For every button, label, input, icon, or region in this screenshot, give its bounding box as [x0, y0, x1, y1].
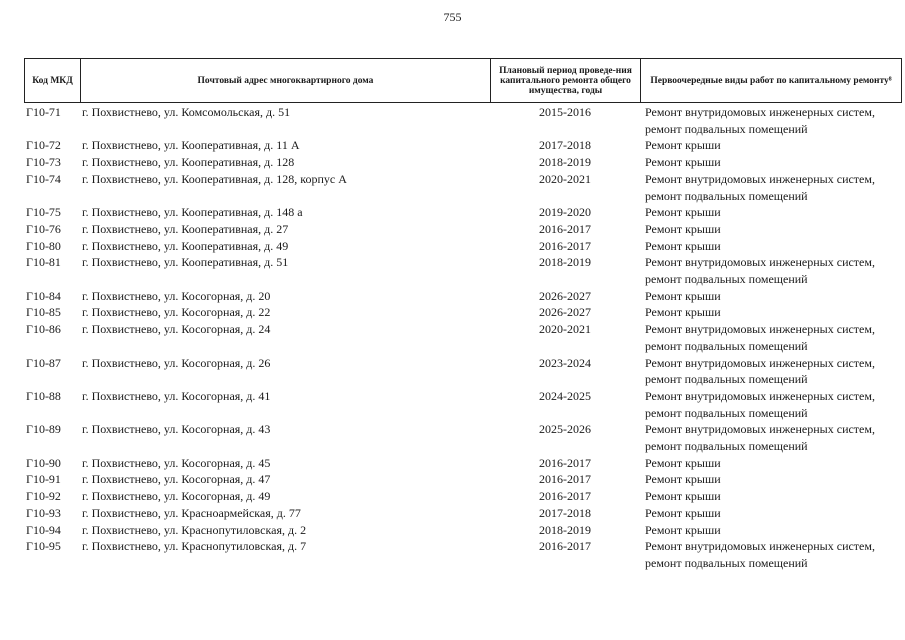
row-code: Г10-76: [26, 221, 61, 236]
row-works: [640, 104, 902, 137]
row-works: [640, 238, 902, 255]
row-period: 2018-2019: [539, 155, 591, 170]
table-body: [24, 104, 902, 572]
table-row: [24, 238, 902, 255]
row-address: г. Похвистнево, ул. Краснопутиловская, д. 2: [82, 522, 307, 537]
row-works-line: Ремонт крыши: [645, 505, 721, 520]
row-code: Г10-73: [26, 155, 61, 170]
row-period: 2016-2017: [539, 472, 591, 487]
table-row: [24, 254, 902, 287]
row-works-line: Ремонт крыши: [645, 221, 721, 236]
row-code: Г10-86: [26, 322, 61, 337]
row-works-line: Ремонт внутридомовых инженерных систем,: [645, 322, 875, 337]
row-works: [640, 388, 902, 421]
table-row: [24, 221, 902, 238]
row-code: Г10-87: [26, 355, 61, 370]
row-works: [640, 421, 902, 454]
row-works: [640, 154, 902, 171]
row-works: [640, 137, 902, 154]
row-period: 2026-2027: [539, 288, 591, 303]
table-row: [24, 538, 902, 571]
table-row: [24, 522, 902, 539]
row-works-line: ремонт подвальных помещений: [645, 121, 808, 136]
row-works-line: Ремонт крыши: [645, 288, 721, 303]
row-period: 2023-2024: [539, 355, 591, 370]
row-code: Г10-71: [26, 105, 61, 119]
row-address: г. Похвистнево, ул. Комсомольская, д. 51: [82, 105, 291, 119]
row-period: 2025-2026: [539, 422, 591, 437]
row-works: [640, 488, 902, 505]
row-period: 2018-2019: [539, 522, 591, 537]
row-code: Г10-84: [26, 288, 61, 303]
row-works-line: ремонт подвальных помещений: [645, 372, 808, 387]
row-address: г. Похвистнево, ул. Косогорная, д. 43: [82, 422, 271, 437]
row-code: Г10-93: [26, 505, 61, 520]
row-period: 2016-2017: [539, 455, 591, 470]
table-row: [24, 304, 902, 321]
table-row: [24, 455, 902, 472]
row-code: Г10-90: [26, 455, 61, 470]
row-address: г. Похвистнево, ул. Косогорная, д. 49: [82, 489, 271, 504]
row-works-line: Ремонт внутридомовых инженерных систем,: [645, 539, 875, 554]
row-period: 2024-2025: [539, 388, 591, 403]
row-works-line: Ремонт крыши: [645, 138, 721, 153]
row-works-line: Ремонт крыши: [645, 238, 721, 253]
row-works-line: ремонт подвальных помещений: [645, 338, 808, 353]
row-address: г. Похвистнево, ул. Кооперативная, д. 49: [82, 238, 289, 253]
row-code: Г10-72: [26, 138, 61, 153]
table-row: [24, 321, 902, 354]
row-works-line: Ремонт крыши: [645, 305, 721, 320]
row-period: 2018-2019: [539, 255, 591, 270]
row-works-line: ремонт подвальных помещений: [645, 188, 808, 203]
row-works: [640, 171, 902, 204]
header-address: Почтовый адрес многоквартирного дома: [80, 59, 490, 102]
row-period: 2016-2017: [539, 489, 591, 504]
row-address: г. Похвистнево, ул. Косогорная, д. 24: [82, 322, 271, 337]
row-address: г. Похвистнево, ул. Косогорная, д. 26: [82, 355, 271, 370]
row-works: [640, 204, 902, 221]
row-address: г. Похвистнево, ул. Косогорная, д. 45: [82, 455, 271, 470]
row-works-line: Ремонт внутридомовых инженерных систем,: [645, 105, 875, 119]
row-works: [640, 505, 902, 522]
row-code: Г10-95: [26, 539, 61, 554]
row-address: г. Похвистнево, ул. Кооперативная, д. 128: [82, 155, 295, 170]
row-code: Г10-85: [26, 305, 61, 320]
row-code: Г10-74: [26, 171, 61, 186]
row-address: г. Похвистнево, ул. Кооперативная, д. 27: [82, 221, 289, 236]
row-works-line: Ремонт внутридомовых инженерных систем,: [645, 388, 875, 403]
row-code: Г10-89: [26, 422, 61, 437]
row-code: Г10-92: [26, 489, 61, 504]
row-code: Г10-81: [26, 255, 61, 270]
table-row: [24, 288, 902, 305]
row-works-line: Ремонт крыши: [645, 205, 721, 220]
row-period: 2015-2016: [539, 105, 591, 119]
row-works: [640, 254, 902, 287]
row-address: г. Похвистнево, ул. Косогорная, д. 22: [82, 305, 271, 320]
row-period: 2016-2017: [539, 238, 591, 253]
row-code: Г10-91: [26, 472, 61, 487]
row-code: Г10-75: [26, 205, 61, 220]
row-period: 2017-2018: [539, 138, 591, 153]
table-row: [24, 204, 902, 221]
row-works-line: Ремонт крыши: [645, 522, 721, 537]
row-period: 2020-2021: [539, 322, 591, 337]
row-address: г. Похвистнево, ул. Кооперативная, д. 128, корпус А: [82, 171, 347, 186]
row-works-line: Ремонт внутридомовых инженерных систем,: [645, 171, 875, 186]
row-code: Г10-80: [26, 238, 61, 253]
table-row: [24, 421, 902, 454]
header-works: Первоочередные виды работ по капитальному ремонту⁸: [640, 59, 902, 102]
row-works: [640, 538, 902, 571]
row-period: 2017-2018: [539, 505, 591, 520]
row-period: 2019-2020: [539, 205, 591, 220]
table-row: [24, 388, 902, 421]
row-address: г. Похвистнево, ул. Краснопутиловская, д. 7: [82, 539, 307, 554]
row-works-line: Ремонт внутридомовых инженерных систем,: [645, 355, 875, 370]
row-works-line: Ремонт крыши: [645, 489, 721, 504]
row-period: 2026-2027: [539, 305, 591, 320]
row-address: г. Похвистнево, ул. Красноармейская, д. 77: [82, 505, 301, 520]
row-works-line: Ремонт крыши: [645, 455, 721, 470]
table-row: [24, 355, 902, 388]
row-works: [640, 455, 902, 472]
row-address: г. Похвистнево, ул. Косогорная, д. 41: [82, 388, 271, 403]
row-address: г. Похвистнево, ул. Косогорная, д. 20: [82, 288, 271, 303]
row-works-line: Ремонт крыши: [645, 155, 721, 170]
row-code: Г10-88: [26, 388, 61, 403]
row-works: [640, 288, 902, 305]
table-row: [24, 471, 902, 488]
page-number: 755: [443, 10, 462, 24]
table-row: [24, 171, 902, 204]
row-code: Г10-94: [26, 522, 61, 537]
table-row: [24, 137, 902, 154]
row-works-line: Ремонт внутридомовых инженерных систем,: [645, 255, 875, 270]
table-header: [24, 58, 902, 103]
row-works-line: Ремонт крыши: [645, 472, 721, 487]
row-works: [640, 221, 902, 238]
row-works-line: ремонт подвальных помещений: [645, 439, 808, 454]
row-works-line: ремонт подвальных помещений: [645, 555, 808, 570]
table-row: [24, 505, 902, 522]
row-address: г. Похвистнево, ул. Кооперативная, д. 148 а: [82, 205, 303, 220]
row-address: г. Похвистнево, ул. Косогорная, д. 47: [82, 472, 271, 487]
row-address: г. Похвистнево, ул. Кооперативная, д. 51: [82, 255, 289, 270]
row-period: 2016-2017: [539, 539, 591, 554]
row-works-line: Ремонт внутридомовых инженерных систем,: [645, 422, 875, 437]
table-row: [24, 488, 902, 505]
table-row: [24, 104, 902, 137]
row-works: [640, 304, 902, 321]
header-period: Плановый период проведе-ния капитального ремонта общего имущества, годы: [490, 59, 640, 102]
row-works-line: ремонт подвальных помещений: [645, 405, 808, 420]
row-works: [640, 522, 902, 539]
row-address: г. Похвистнево, ул. Кооперативная, д. 11 А: [82, 138, 300, 153]
row-works: [640, 471, 902, 488]
row-works-line: ремонт подвальных помещений: [645, 272, 808, 287]
row-period: 2016-2017: [539, 221, 591, 236]
row-works: [640, 355, 902, 388]
header-code: Код МКД: [24, 59, 80, 102]
row-period: 2020-2021: [539, 171, 591, 186]
row-works: [640, 321, 902, 354]
repair-schedule-table: [24, 58, 902, 572]
table-row: [24, 154, 902, 171]
